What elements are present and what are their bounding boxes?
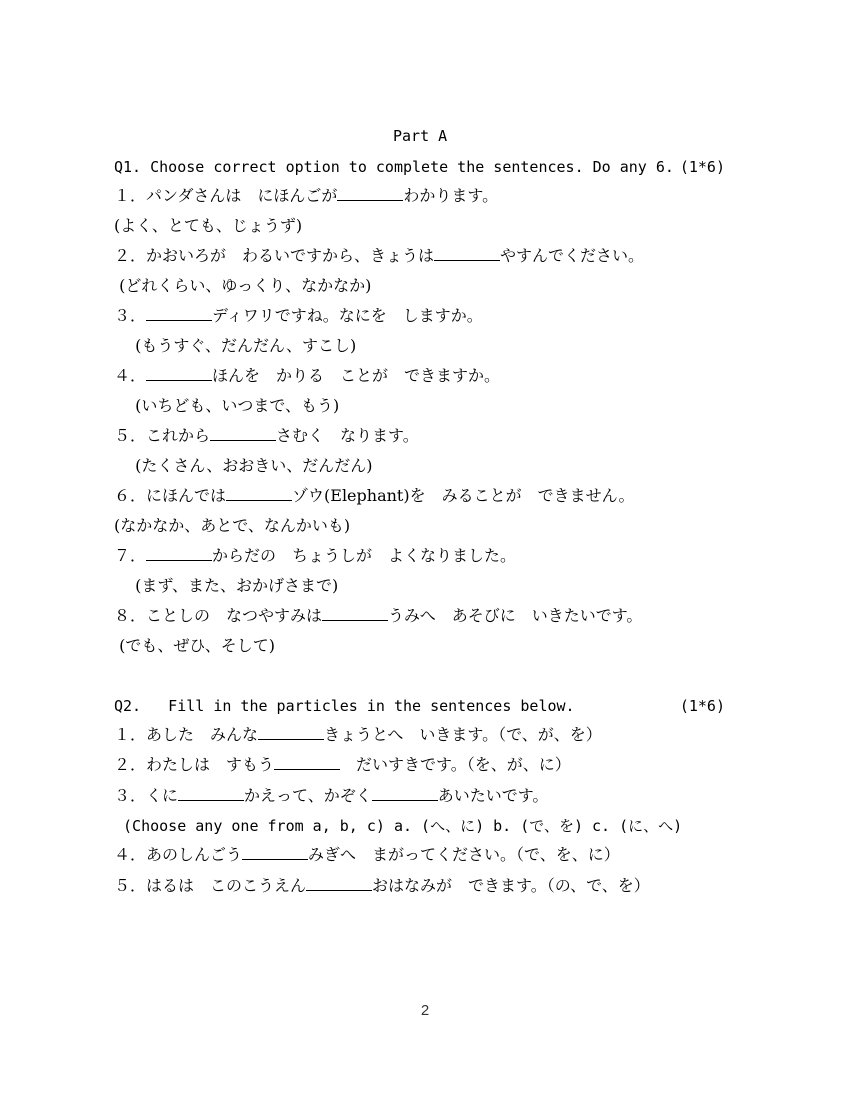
q2-item-4-text-a: ４．あのしんごう [114,845,243,864]
q2-item-2 [114,755,571,775]
q2-title: Q2. Fill in the particles in the sentences below. [114,697,575,715]
q1-item-2 [114,246,644,266]
q2-item-1-text-a: １．あした みんな [114,725,259,744]
q1-item-8-text-b: うみへ あそびに いきたいです。 [388,606,643,625]
q1-item-4-text-a: ４． [114,366,147,385]
q1-item-1-options: (よく、とても、じょうず) [114,216,303,235]
q1-item-1 [114,186,498,206]
q1-item-5-options: (たくさん、おおきい、だんだん) [114,456,373,475]
q2-item-3-blank-2[interactable] [372,786,438,801]
q2-item-5 [114,876,650,896]
q2-item-3-text-c: あいたいです。 [437,786,549,805]
q1-item-7-options: (まず、また、おかげさまで) [114,576,339,595]
q2-item-4-blank[interactable] [242,845,308,860]
q2-item-2-text-b: だいすきです。（を、が、に） [340,755,571,774]
part-heading: Part A [393,127,448,145]
q1-item-2-text-a: ２．かおいろが わるいですから、きょうは [114,246,435,265]
q1-item-5-blank[interactable] [210,426,276,441]
q1-item-8-blank[interactable] [322,606,388,621]
q1-item-6-options: (なかなか、あとで、なんかいも) [114,516,351,535]
q2-item-3-text-b: かえって、かぞく [244,786,372,805]
q1-item-7-text-a: ７． [114,546,147,565]
q1-item-4-text-b: ほんを かりる ことが できますか。 [212,366,501,385]
q1-marks: (1*6) [679,158,725,176]
q2-item-2-blank[interactable] [274,755,340,770]
q1-item-6-text-a: ６．にほんでは [114,486,227,505]
q1-item-1-text-b: わかります。 [403,186,499,205]
q1-item-2-text-b: やすんでください。 [500,246,645,265]
q2-item-3 [114,786,548,806]
q2-item-1 [114,725,602,745]
q1-item-2-options: (どれくらい、ゆっくり、なかなか) [114,276,372,295]
q1-item-6-text-b: ゾウ(Elephant)を みることが できません。 [292,486,635,505]
q1-item-5-text-a: ５．これから [114,426,211,445]
q1-item-3-options: (もうすぐ、だんだん、すこし) [114,336,357,355]
q1-item-3-text-b: ディワリですね。なにを しますか。 [212,306,483,325]
q1-item-8-text-a: ８．ことしの なつやすみは [114,606,323,625]
q2-item-3-text-a: ３．くに [114,786,179,805]
q1-item-8 [114,606,642,626]
q2-item-2-text-a: ２．わたしは すもう [114,755,275,774]
q2-item-1-text-b: きょうとへ いきます。（で、が、を） [324,725,602,744]
q2-marks: (1*6) [679,697,725,715]
q2-choice-note: (Choose any one from a, b, c) a. (へ、に) b. (で、を) c. (に、へ) [114,817,683,835]
q1-item-7-blank[interactable] [146,546,212,561]
q1-item-8-options: (でも、ぜひ、そして) [114,636,275,655]
q2-item-4-text-b: みぎへ まがってください。（で、を、に） [308,845,620,864]
q2-item-5-text-a: ５．はるは このこうえん [114,876,307,895]
q1-item-7 [114,546,516,566]
q1-item-5 [114,426,419,446]
q2-item-4 [114,845,620,865]
q1-item-3-blank[interactable] [146,306,212,321]
q1-item-4-options: (いちども、いつまで、もう) [114,396,340,415]
q2-item-5-blank[interactable] [306,876,372,891]
q1-item-5-text-b: さむく なります。 [276,426,419,445]
q1-item-4 [114,366,500,386]
q1-item-4-blank[interactable] [146,366,212,381]
page-number: 2 [420,1002,430,1019]
q1-item-1-blank[interactable] [337,186,403,201]
q1-item-7-text-b: からだの ちょうしが よくなりました。 [212,546,517,565]
q1-item-6-blank[interactable] [226,486,292,501]
q1-item-6 [114,486,635,506]
q2-item-5-text-b: おはなみが できます。（の、で、を） [372,876,650,895]
q1-title: Q1. Choose correct option to complete the sentences. Do any 6. [114,158,674,176]
q2-item-3-blank-1[interactable] [178,786,244,801]
q1-item-1-text-a: １．パンダさんは にほんごが [114,186,338,205]
q2-item-1-blank[interactable] [258,725,324,740]
q1-item-3-text-a: ３． [114,306,147,325]
q1-item-3 [114,306,483,326]
q1-item-2-blank[interactable] [434,246,500,261]
